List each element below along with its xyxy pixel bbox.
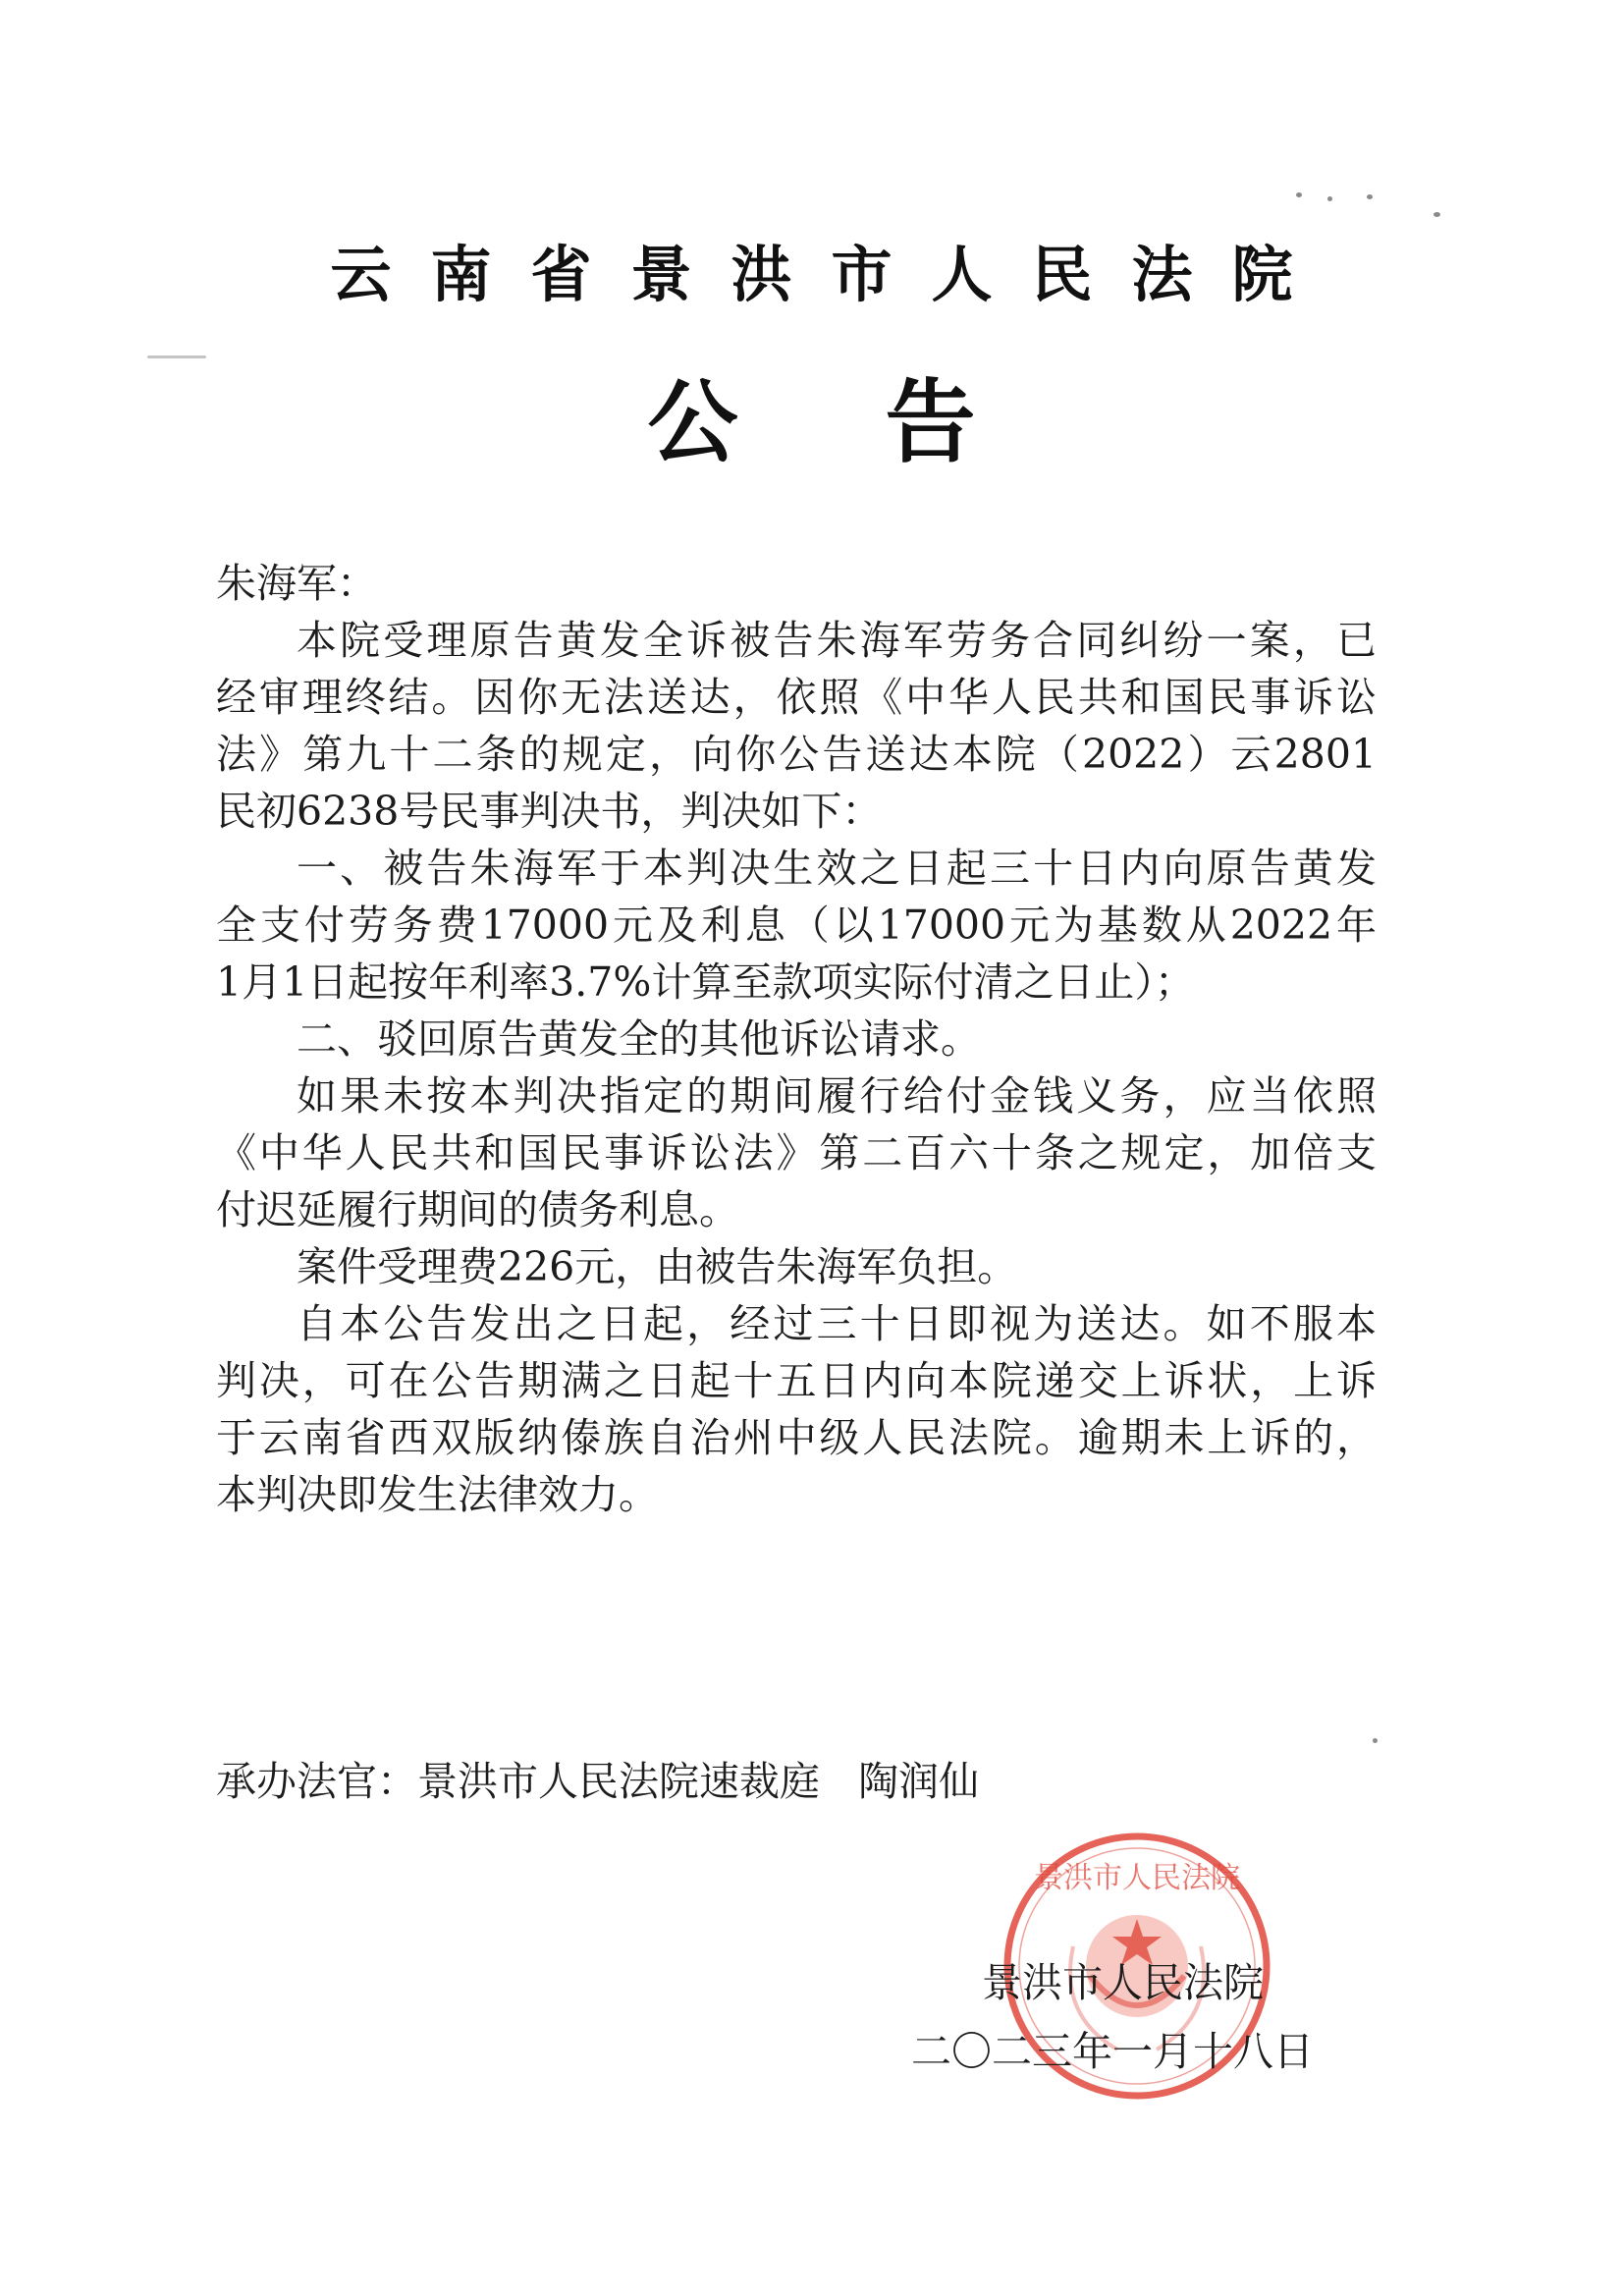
signing-date: 二〇二三年一月十八日 bbox=[911, 2028, 1314, 2075]
body-line: 法》第九十二条的规定，向你公告送达本院（2022）云2801 bbox=[216, 731, 1377, 778]
scan-speck bbox=[1434, 212, 1440, 217]
scan-speck bbox=[1327, 196, 1332, 201]
addressee: 朱海军： bbox=[216, 560, 377, 607]
body-line: 本院受理原告黄发全诉被告朱海军劳务合同纠纷一案，已 bbox=[297, 617, 1377, 664]
body-line: 判决，可在公告期满之日起十五日内向本院递交上诉状，上诉 bbox=[216, 1357, 1377, 1404]
body-line: 自本公告发出之日起，经过三十日即视为送达。如不服本 bbox=[297, 1300, 1377, 1347]
notice-title: 公告 bbox=[647, 369, 1123, 475]
scan-speck bbox=[1373, 1738, 1378, 1743]
body-line: 1月1日起按年利率3.7%计算至款项实际付清之日止）； bbox=[216, 958, 1195, 1006]
scan-speck bbox=[1367, 194, 1373, 199]
scan-speck bbox=[147, 355, 206, 358]
presiding-judge-line bbox=[216, 1753, 979, 1810]
body-line: 于云南省西双版纳傣族自治州中级人民法院。逾期未上诉的， bbox=[216, 1414, 1377, 1461]
judge-unit: 景洪市人民法院速裁庭 bbox=[417, 1758, 820, 1805]
body-line: 付迟延履行期间的债务利息。 bbox=[216, 1186, 739, 1233]
body-line: 如果未按本判决指定的期间履行给付金钱义务，应当依照 bbox=[297, 1072, 1377, 1120]
court-name-heading: 云南省景洪市人民法院 bbox=[330, 239, 1332, 310]
seal-text: 景洪市人民法院 bbox=[1034, 1861, 1240, 1895]
body-line: 《中华人民共和国民事诉讼法》第二百六十条之规定，加倍支 bbox=[216, 1129, 1377, 1176]
judge-name: 陶润仙 bbox=[858, 1758, 980, 1805]
signing-court: 景洪市人民法院 bbox=[982, 1959, 1264, 2006]
judge-label: 承办法官： bbox=[216, 1758, 417, 1805]
body-line: 民初6238号民事判决书，判决如下： bbox=[216, 788, 883, 835]
judgment-item-2: 二、驳回原告黄发全的其他诉讼请求。 bbox=[297, 1015, 981, 1063]
judgment-item-1: 一、被告朱海军于本判决生效之日起三十日内向原告黄发 bbox=[297, 845, 1377, 892]
body-line: 全支付劳务费17000元及利息（以17000元为基数从2022年 bbox=[216, 902, 1377, 949]
body-line: 本判决即发生法律效力。 bbox=[216, 1471, 659, 1518]
case-fee-line: 案件受理费226元，由被告朱海军负担。 bbox=[297, 1243, 1018, 1290]
notice-body bbox=[216, 555, 1377, 1523]
body-line: 经审理终结。因你无法送达，依照《中华人民共和国民事诉讼 bbox=[216, 674, 1377, 721]
scan-speck bbox=[1296, 192, 1302, 197]
